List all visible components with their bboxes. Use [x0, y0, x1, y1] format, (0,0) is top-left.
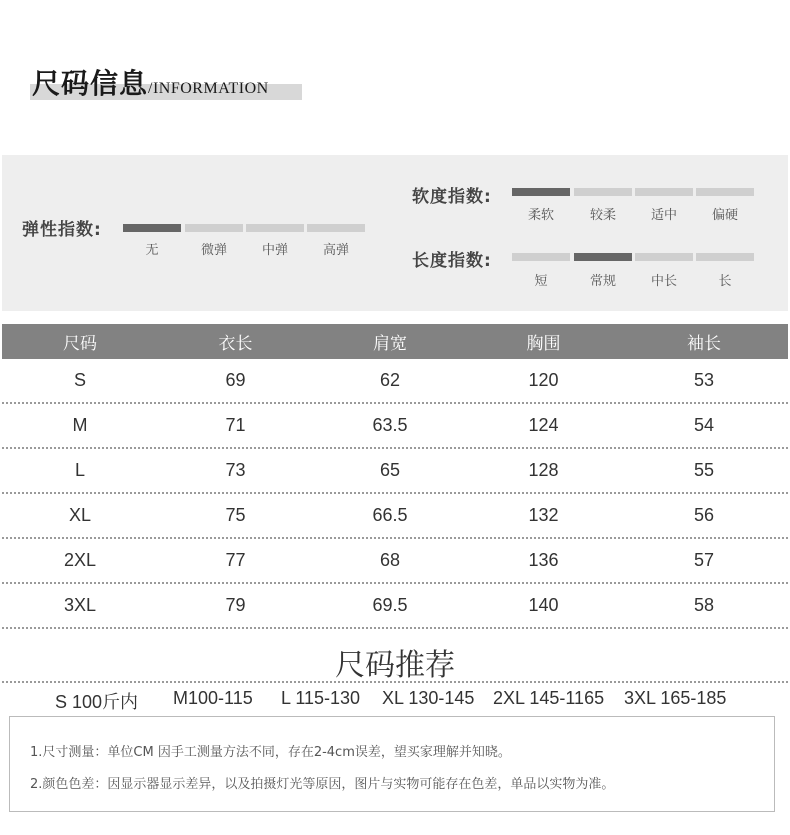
recommendation-item: 2XL 145-1165	[493, 688, 605, 708]
softness-label: 软度指数:	[412, 187, 492, 207]
length-option-label: 短	[534, 274, 548, 289]
cell-sleeve: 57	[693, 550, 715, 570]
index-panel	[2, 155, 788, 311]
cell-sleeve: 55	[693, 460, 715, 480]
cell-size: S	[73, 370, 86, 390]
length-segment-long	[696, 253, 754, 261]
recommendation-item: M100-115	[173, 688, 253, 708]
cell-chest: 140	[528, 595, 559, 615]
notes-box	[9, 716, 775, 812]
softness-segment-moderate	[635, 188, 693, 196]
recommendation-item: 3XL 165-185	[624, 688, 727, 708]
cell-chest: 120	[528, 370, 559, 390]
elasticity-label: 弹性指数:	[22, 220, 102, 240]
elasticity-option-label: 微弹	[200, 243, 227, 258]
note-measurement: 1.尺寸测量：单位CM 因手工测量方法不同，存在2-4cm误差，望买家理解并知晓。	[30, 745, 511, 760]
length-segment-short	[512, 253, 570, 261]
length-segment-mid-long	[635, 253, 693, 261]
cell-size: M	[72, 415, 88, 435]
header-shoulder: 肩宽	[373, 334, 407, 354]
length-segment-regular	[574, 253, 632, 261]
header-chest: 胸围	[526, 334, 561, 354]
softness-segment-firm	[696, 188, 754, 196]
table-row	[2, 584, 788, 629]
table-row	[2, 359, 788, 404]
page-title: 尺码信息/INFORMATION	[32, 67, 269, 100]
softness-option-label: 柔软	[527, 208, 554, 223]
elasticity-segment-slight	[185, 224, 243, 232]
cell-sleeve: 58	[693, 595, 715, 615]
softness-option-label: 偏硬	[711, 208, 738, 223]
cell-size: L	[74, 460, 85, 480]
header-sleeve: 袖长	[687, 334, 721, 354]
recommendation-divider	[2, 681, 788, 683]
recommendation-item: L 115-130	[281, 688, 361, 708]
table-header	[2, 324, 788, 359]
page-subtitle: /INFORMATION	[148, 80, 269, 97]
elasticity-segment-none	[123, 224, 181, 232]
elasticity-option-label: 高弹	[322, 243, 349, 258]
elasticity-option-label: 中弹	[261, 243, 288, 258]
cell-shoulder: 68	[379, 550, 401, 570]
cell-length: 73	[225, 460, 246, 480]
cell-sleeve: 54	[693, 415, 715, 435]
cell-shoulder: 66.5	[372, 505, 408, 525]
length-option-label: 中长	[650, 274, 677, 289]
table-row	[2, 449, 788, 494]
header-size: 尺码	[63, 334, 97, 354]
cell-sleeve: 56	[693, 505, 715, 525]
note-color: 2.颜色色差：因显示器显示差异，以及拍摄灯光等原因，图片与实物可能存在色差，单品以实物为准。	[30, 777, 615, 792]
cell-size: XL	[68, 505, 92, 525]
cell-chest: 132	[528, 505, 559, 525]
cell-length: 79	[225, 595, 246, 615]
softness-segment-soft	[512, 188, 570, 196]
size-table	[2, 324, 788, 629]
section-title	[32, 62, 269, 102]
recommendation-item: S 100斤内	[55, 692, 139, 712]
cell-size: 2XL	[63, 550, 97, 570]
table-row	[2, 404, 788, 449]
table-row	[2, 539, 788, 584]
header-length: 衣长	[218, 334, 253, 354]
cell-length: 69	[225, 370, 246, 390]
elasticity-segment-medium	[246, 224, 304, 232]
softness-option-label: 适中	[650, 208, 677, 223]
cell-chest: 136	[528, 550, 559, 570]
recommendation-item: XL 130-145	[382, 688, 475, 708]
softness-segment-fairly-soft	[574, 188, 632, 196]
cell-chest: 124	[528, 415, 559, 435]
cell-sleeve: 53	[693, 370, 715, 390]
cell-length: 75	[225, 505, 246, 525]
cell-chest: 128	[528, 460, 559, 480]
length-option-label: 长	[718, 274, 732, 289]
recommendation-title: 尺码推荐	[335, 648, 455, 683]
cell-size: 3XL	[63, 595, 97, 615]
length-label: 长度指数:	[412, 251, 492, 271]
elasticity-option-label: 无	[145, 243, 159, 258]
length-option-label: 常规	[589, 274, 616, 289]
cell-shoulder: 65	[379, 460, 401, 480]
elasticity-segment-high	[307, 224, 365, 232]
cell-shoulder: 69.5	[372, 595, 408, 615]
softness-option-label: 较柔	[589, 208, 616, 223]
cell-length: 71	[225, 415, 246, 435]
table-row	[2, 494, 788, 539]
recommendation-list	[0, 688, 790, 712]
cell-shoulder: 62	[379, 370, 401, 390]
cell-length: 77	[225, 550, 246, 570]
cell-shoulder: 63.5	[372, 415, 408, 435]
